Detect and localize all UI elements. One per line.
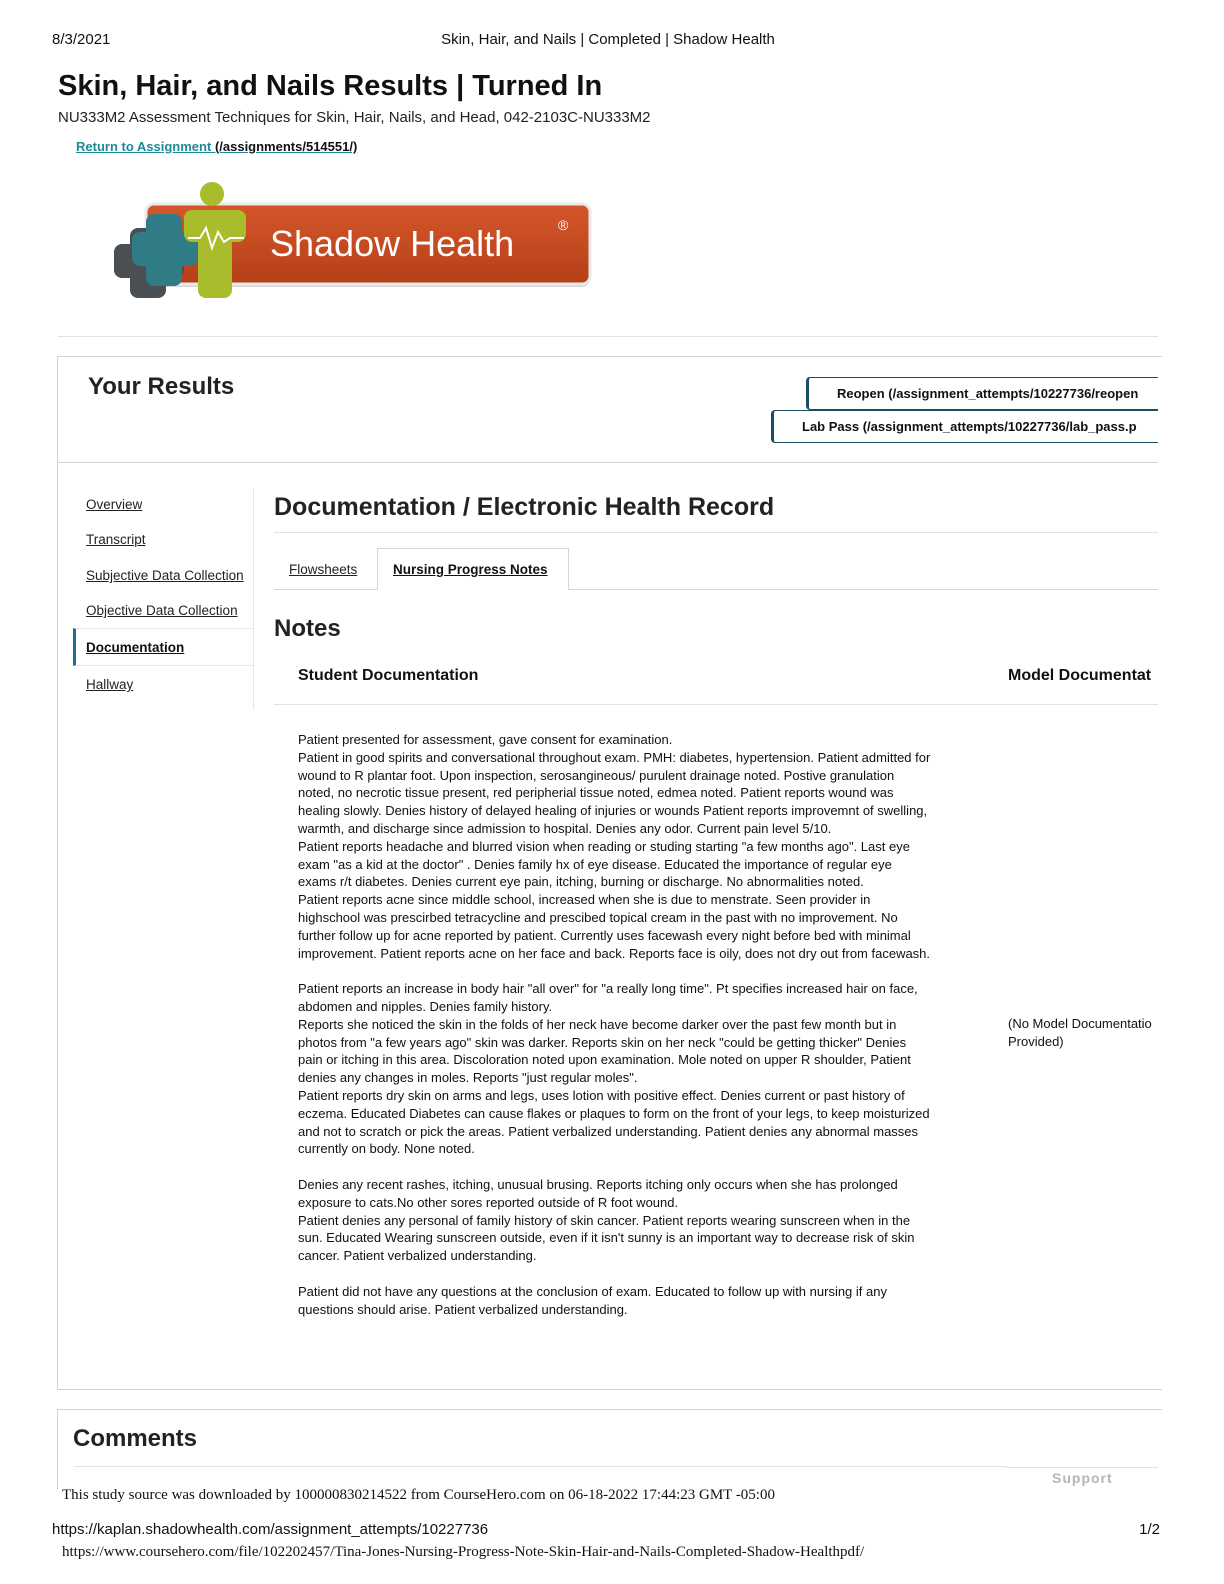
return-link-label: Return to Assignment [76,139,212,154]
return-link-path: (/assignments/514551/) [214,139,358,154]
student-note-line: Patient did not have any questions at the conclusion of exam. Educated to follow up with nursing if any [298,1283,887,1299]
tab-nursing-progress-notes[interactable]: Nursing Progress Notes [393,562,548,577]
student-note-line: improvement. Patient reports acne on her face and back. Reports face is oily, does not dry out from facewash. [298,945,931,961]
support-button[interactable]: Support [1006,1467,1158,1491]
student-note-line [298,1158,980,1176]
return-to-assignment-link[interactable] [76,139,357,154]
comments-title: Comments [73,1425,198,1452]
model-documentation-text [1008,1015,1158,1051]
student-note-line: cancer. Patient verbalized understanding. [298,1248,537,1264]
logo-registered-mark: ® [558,217,569,233]
sidebar-item-documentation[interactable]: Documentation [86,640,185,655]
results-divider [58,462,1158,463]
student-note-line: abdomen and nipples. Denies family history. [298,998,553,1014]
student-note-line: exposure to cats.No other sores reported outside of R foot wound. [298,1194,679,1210]
student-note-line: exams r/t diabetes. Denies current eye pain, itching, burning or discharge. No abnormalities noted. [298,874,864,890]
student-note-line: further follow up for acne reported by patient. Currently uses facewash every night before bed with minimal [298,927,911,943]
student-note-line: exam "as a kid at the doctor" . Denies family hx of eye disease. Educated the importance of regular eye [298,856,892,872]
print-title: Skin, Hair, and Nails | Completed | Shadow Health [441,31,775,48]
footer-page-number: 1/2 [1139,1521,1160,1538]
model-documentation-header: Model Documentat [1008,667,1152,684]
shadow-health-logo [110,180,595,310]
documentation-title: Documentation / Electronic Health Record [274,493,775,521]
notes-title: Notes [274,615,341,642]
tab-flowsheets[interactable]: Flowsheets [289,562,358,577]
student-note-line: Patient reports headache and blurred vision when reading or studing starting "a few months ago". Last eye [298,838,910,854]
student-documentation-header: Student Documentation [298,667,479,684]
student-note-line: Patient presented for assessment, gave consent for examination. [298,732,673,747]
student-note-line: healing slowly. Denies history of delayed healing of injuries or wounds Patient reports improvemnt of swelling, [298,803,928,819]
sidebar-item-hallway[interactable]: Hallway [86,677,134,692]
results-sidebar [73,488,254,710]
student-note-line: sun. Educated Wearing sunscreen outside, even if it isn't sunny is an important way to decrease risk of skin [298,1230,915,1246]
sidebar-item-objective-data-collection[interactable]: Objective Data Collection [86,603,238,618]
student-note-line: Denies any recent rashes, itching, unusual brusing. Reports itching only occurs when she has prolonged [298,1176,898,1192]
download-source-note: This study source was downloaded by 100000830214522 from CourseHero.com on 06-18-2022 17:44:23 GMT -05:00 [62,1487,775,1503]
student-note-line: questions should arise. Patient verbalized understanding. [298,1301,628,1317]
student-note-line: highschool was prescirbed tetracycline and prescibed topical cream in the past with no improvement. No [298,909,898,925]
student-note-line: noted, no necrotic tissue present, red peripherial tissue noted, edmea noted. Patient reports wound was [298,785,894,801]
student-note-line: Patient reports dry skin on arms and legs, uses lotion with positive effect. Denies current or past history of [298,1087,905,1103]
student-note-line: Patient denies any personal of family history of skin cancer. Patient reports wearing sunscreen when in the [298,1212,911,1228]
footer-url: https://kaplan.shadowhealth.com/assignment_attempts/10227736 [52,1521,489,1538]
footer-coursehero-url: https://www.coursehero.com/file/102202457/Tina-Jones-Nursing-Progress-Note-Skin-Hair-and-Nails-Completed-Shadow-Healthpdf/ [62,1544,865,1560]
student-note-line: Patient reports an increase in body hair "all over" for "a really long time". Pt specifies increased hair on face, [298,981,918,997]
print-header [52,31,1164,49]
print-date: 8/3/2021 [52,31,111,48]
student-documentation-text [298,731,980,1318]
student-note-line: Reports she noticed the skin in the folds of her neck have become darker over the past few month but in [298,1016,897,1032]
logo-wordmark: Shadow Health [270,223,515,264]
sidebar-item-overview[interactable]: Overview [86,497,143,512]
documentation-divider [274,532,1158,533]
top-divider [58,336,1158,337]
comments-divider [74,1466,1006,1467]
your-results-title: Your Results [88,373,235,400]
model-note-line: (No Model Documentatio [1008,1016,1152,1031]
student-note-line: warmth, and discharge since admission to hospital. Denies any odor. Current pain level 5/10. [298,820,832,836]
model-note-line: Provided) [1008,1033,1064,1049]
student-note-line: photos from "a few years ago" skin was darker. Reports skin on her neck "could be getting thicker" Denies [298,1034,907,1050]
student-note-line: Patient reports acne since middle school, increased when she is due to menstrate. Seen provider in [298,892,871,908]
student-note-line: and not to scratch or pick the areas. Patient verbalized understanding. Patient denies any abnormal masses [298,1123,919,1139]
student-note-line: Patient in good spirits and conversational throughout exam. PMH: diabetes, hypertension. Patient admitted for [298,749,931,765]
sidebar-item-transcript[interactable]: Transcript [86,532,146,547]
page-title: Skin, Hair, and Nails Results | Turned In [58,70,603,102]
student-note-line: denies any changes in moles. Reports "just regular moles". [298,1070,638,1086]
student-note-line: eczema. Educated Diabetes can cause flakes or plaques to form on the front of your legs, to keep moisturized [298,1105,930,1121]
logo-figure-icon [114,182,246,298]
columns-divider [274,704,1158,705]
reopen-button[interactable]: Reopen (/assignment_attempts/10227736/reopen [806,377,1158,410]
student-note-line: pain or itching in this area. Discoloration noted upon examination. Mole noted on upper R shoulder, Patient [298,1052,911,1068]
comments-panel [57,1409,1162,1489]
student-note-line: wound to R plantar foot. Upon inspection, serosangineous/ purulent drainage noted. Postive granulation [298,767,895,783]
student-note-line [298,1265,980,1283]
lab-pass-button[interactable]: Lab Pass (/assignment_attempts/10227736/lab_pass.p [771,410,1158,443]
student-note-line: currently on body. None noted. [298,1141,475,1157]
sidebar-item-subjective-data-collection[interactable]: Subjective Data Collection [86,568,244,583]
course-subtitle: NU333M2 Assessment Techniques for Skin, Hair, Nails, and Head, 042-2103C-NU333M2 [58,109,651,126]
student-note-line [298,962,980,980]
